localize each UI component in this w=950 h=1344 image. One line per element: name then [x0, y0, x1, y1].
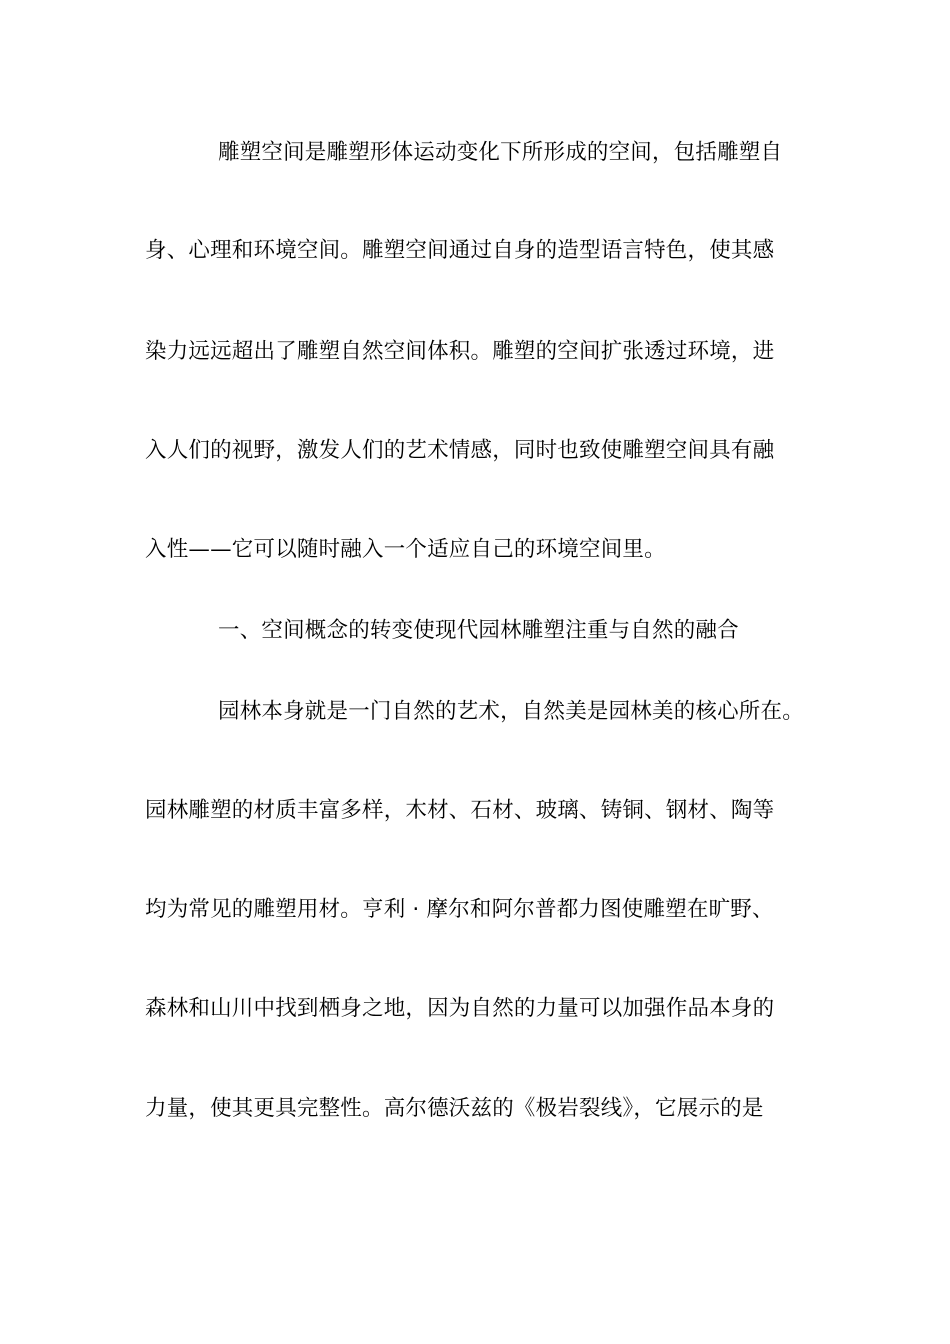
paragraph-2-line-4: 森林和山川中找到栖身之地，因为自然的力量可以加强作品本身的	[145, 996, 775, 1021]
section-heading: 一、空间概念的转变使现代园林雕塑注重与自然的融合	[218, 618, 739, 643]
paragraph-1-line-2: 身、心理和环境空间。雕塑空间通过自身的造型语言特色，使其感	[145, 238, 775, 263]
paragraph-2-line-1: 园林本身就是一门自然的艺术，自然美是园林美的核心所在。	[218, 699, 804, 724]
paragraph-1-line-5: 入性——它可以随时融入一个适应自己的环境空间里。	[145, 537, 666, 562]
paragraph-2-line-2: 园林雕塑的材质丰富多样，木材、石材、玻璃、铸铜、钢材、陶等	[145, 798, 775, 823]
paragraph-1-line-4: 入人们的视野，激发人们的艺术情感，同时也致使雕塑空间具有融	[145, 438, 775, 463]
paragraph-1-line-3: 染力远远超出了雕塑自然空间体积。雕塑的空间扩张透过环境，进	[145, 339, 775, 364]
paragraph-1-line-1: 雕塑空间是雕塑形体运动变化下所形成的空间，包括雕塑自	[218, 140, 783, 165]
paragraph-2-line-3: 均为常见的雕塑用材。亨利 · 摩尔和阿尔普都力图使雕塑在旷野、	[145, 897, 774, 922]
paragraph-2-line-5: 力量，使其更具完整性。高尔德沃兹的《极岩裂线》，它展示的是	[145, 1096, 764, 1121]
